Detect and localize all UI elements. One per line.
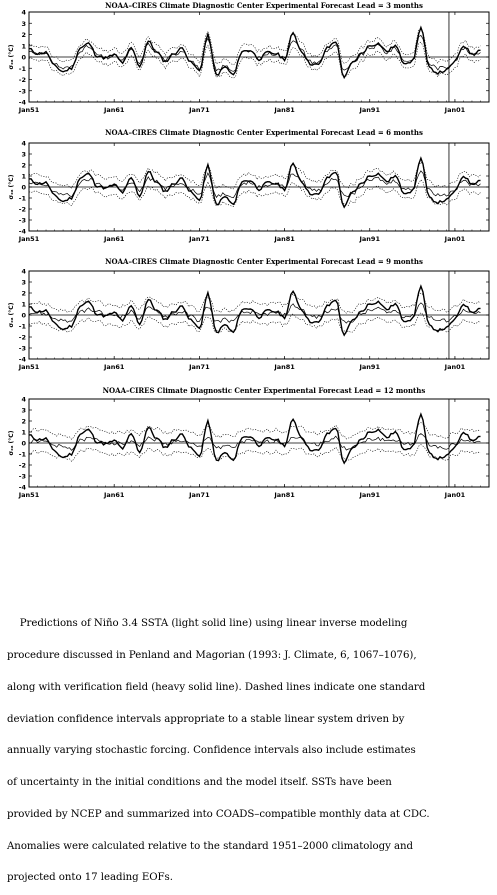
y-axis-label: σₓₐ (°C) bbox=[8, 174, 15, 200]
x-tick-label: Jan51 bbox=[18, 235, 40, 243]
caption-line: procedure discussed in Penland and Magorian (1993: J. Climate, 6, 1067–1076), bbox=[7, 649, 417, 661]
y-tick-label: 0 bbox=[21, 311, 26, 320]
y-tick-label: -1 bbox=[18, 450, 26, 459]
figure-caption bbox=[7, 598, 493, 895]
caption-line: deviation confidence intervals appropriate to a stable linear system driven by bbox=[7, 713, 405, 725]
x-tick-label: Jan71 bbox=[189, 106, 210, 114]
x-tick-label: Jan51 bbox=[18, 363, 40, 371]
y-tick-label: 3 bbox=[21, 19, 26, 28]
x-tick-label: Jan01 bbox=[444, 106, 466, 114]
chart-panel bbox=[8, 128, 489, 243]
y-tick-label: 1 bbox=[21, 172, 26, 181]
x-tick-label: Jan01 bbox=[444, 491, 466, 499]
x-tick-label: Jan61 bbox=[103, 106, 125, 114]
x-tick-label: Jan81 bbox=[274, 235, 295, 243]
y-tick-label: -1 bbox=[18, 64, 26, 73]
y-tick-label: -1 bbox=[18, 322, 26, 331]
y-tick-label: -2 bbox=[18, 461, 26, 470]
y-tick-label: -3 bbox=[18, 344, 26, 353]
chart-panel bbox=[8, 386, 489, 499]
y-tick-label: 2 bbox=[21, 161, 26, 170]
y-tick-label: 1 bbox=[21, 428, 26, 437]
y-tick-label: 2 bbox=[21, 289, 26, 298]
y-tick-label: -2 bbox=[18, 333, 26, 342]
y-tick-label: 1 bbox=[21, 300, 26, 309]
x-tick-label: Jan01 bbox=[444, 363, 466, 371]
x-tick-label: Jan71 bbox=[189, 363, 210, 371]
y-tick-label: 3 bbox=[21, 150, 26, 159]
confidence-lower-line bbox=[29, 313, 481, 333]
y-tick-label: -2 bbox=[18, 76, 26, 84]
x-tick-label: Jan61 bbox=[103, 235, 125, 243]
caption-line: of uncertainty in the initial conditions and the model itself. SSTs have been bbox=[7, 777, 392, 789]
verification-line bbox=[29, 286, 481, 335]
x-tick-label: Jan91 bbox=[359, 491, 380, 499]
y-tick-label: -3 bbox=[18, 472, 26, 481]
chart-title: NOAA–CIRES Climate Diagnostic Center Experimental Forecast Lead = 3 months bbox=[105, 1, 423, 10]
x-tick-label: Jan51 bbox=[18, 106, 40, 114]
y-tick-label: 3 bbox=[21, 406, 26, 415]
y-tick-label: 4 bbox=[21, 267, 26, 276]
y-tick-label: 2 bbox=[21, 417, 26, 426]
caption-line: along with verification field (heavy solid line). Dashed lines indicate one standard bbox=[7, 681, 426, 693]
y-axis-label: σₓₐ (°C) bbox=[8, 44, 15, 70]
y-tick-label: 0 bbox=[21, 439, 26, 448]
caption-line: Predictions of Niño 3.4 SSTA (light solid line) using linear inverse modeling bbox=[7, 618, 408, 630]
y-tick-label: 4 bbox=[21, 8, 26, 17]
x-tick-label: Jan01 bbox=[444, 235, 466, 243]
chart-title: NOAA–CIRES Climate Diagnostic Center Experimental Forecast Lead = 6 months bbox=[105, 128, 423, 137]
confidence-upper-line bbox=[29, 423, 481, 440]
y-tick-label: -3 bbox=[18, 216, 26, 225]
caption-line: projected onto 17 leading EOFs. bbox=[7, 872, 173, 884]
x-tick-label: Jan71 bbox=[189, 235, 210, 243]
caption-line: provided by NCEP and summarized into COADS–compatible monthly data at CDC. bbox=[7, 808, 430, 820]
x-tick-label: Jan81 bbox=[274, 491, 295, 499]
chart-title: NOAA–CIRES Climate Diagnostic Center Experimental Forecast Lead = 12 months bbox=[102, 386, 426, 395]
y-tick-label: -4 bbox=[18, 355, 26, 364]
caption-line: Anomalies were calculated relative to the standard 1951–2000 climatology and bbox=[7, 840, 414, 852]
x-tick-label: Jan61 bbox=[103, 491, 125, 499]
y-tick-label: -4 bbox=[18, 227, 26, 236]
y-tick-label: -4 bbox=[18, 483, 26, 492]
y-tick-label: 2 bbox=[21, 31, 26, 39]
y-tick-label: 0 bbox=[21, 183, 26, 192]
chart-title: NOAA–CIRES Climate Diagnostic Center Experimental Forecast Lead = 9 months bbox=[105, 257, 423, 266]
y-tick-label: -4 bbox=[18, 98, 26, 107]
x-tick-label: Jan91 bbox=[359, 235, 380, 243]
chart-panel bbox=[8, 257, 489, 371]
y-tick-label: 0 bbox=[21, 53, 26, 62]
caption-line: annually varying stochastic forcing. Confidence intervals also include estimates bbox=[7, 745, 416, 757]
x-tick-label: Jan91 bbox=[359, 106, 380, 114]
x-tick-label: Jan61 bbox=[103, 363, 125, 371]
chart-panel bbox=[8, 1, 489, 114]
y-tick-label: 4 bbox=[21, 139, 26, 148]
y-tick-label: -2 bbox=[18, 205, 26, 214]
y-tick-label: -1 bbox=[18, 194, 26, 203]
x-tick-label: Jan51 bbox=[18, 491, 40, 499]
confidence-upper-line bbox=[29, 293, 481, 313]
x-tick-label: Jan81 bbox=[274, 106, 295, 114]
confidence-lower-line bbox=[29, 445, 481, 462]
x-tick-label: Jan91 bbox=[359, 363, 380, 371]
x-tick-label: Jan71 bbox=[189, 491, 210, 499]
y-axis-label: σₓₐ (°C) bbox=[8, 302, 15, 328]
y-tick-label: 1 bbox=[21, 42, 26, 51]
y-tick-label: 3 bbox=[21, 278, 26, 287]
y-tick-label: -3 bbox=[18, 87, 26, 96]
verification-line bbox=[29, 158, 481, 207]
x-tick-label: Jan81 bbox=[274, 363, 295, 371]
y-axis-label: σₓₐ (°C) bbox=[8, 430, 15, 456]
y-tick-label: 4 bbox=[21, 395, 26, 404]
